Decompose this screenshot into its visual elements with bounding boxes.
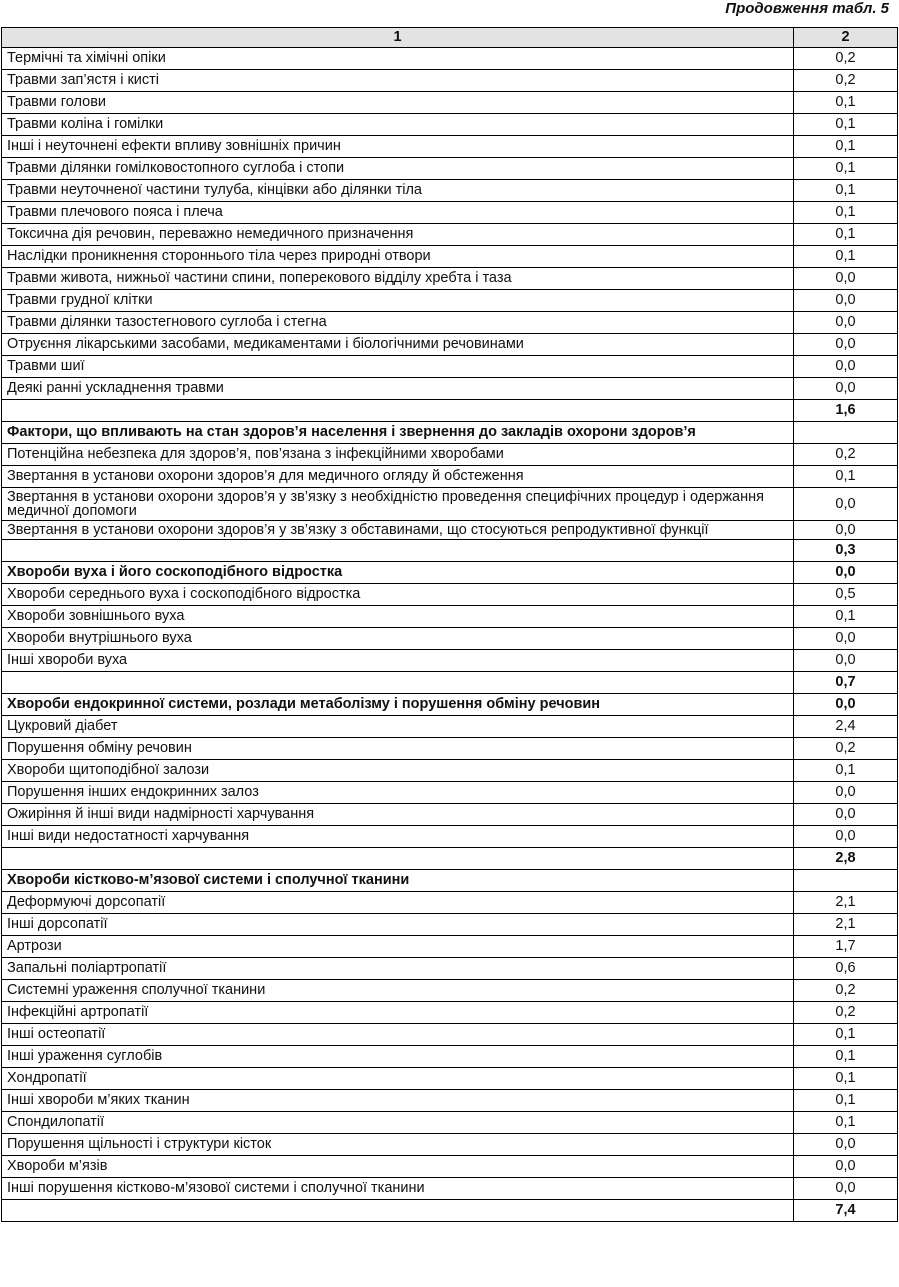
row-label: Травми голови (2, 92, 794, 114)
table-row (2, 114, 898, 136)
row-label: Цукровий діабет (2, 716, 794, 738)
group-header-row (2, 562, 898, 584)
row-label: Звертання в установи охорони здоров’я у зв’язку з обставинами, що стосуються репродуктивної функції (2, 521, 794, 540)
row-value: 0,2 (794, 444, 898, 466)
table-row (2, 180, 898, 202)
table-row (2, 290, 898, 312)
row-label (2, 848, 794, 870)
row-value: 0,1 (794, 1024, 898, 1046)
row-label (2, 400, 794, 422)
row-label: Хвороби ендокринної системи, розлади метаболізму і порушення обміну речовин (2, 694, 794, 716)
row-value: 0,0 (794, 521, 898, 540)
table-row (2, 70, 898, 92)
table-row (2, 1024, 898, 1046)
row-label: Хвороби кістково-м’язової системи і сполучної тканини (2, 870, 794, 892)
row-value: 0,1 (794, 114, 898, 136)
row-label: Хвороби середнього вуха і соскоподібного відростка (2, 584, 794, 606)
row-value: 0,3 (794, 540, 898, 562)
row-label: Потенційна небезпека для здоров’я, пов’язана з інфекційними хворобами (2, 444, 794, 466)
table-row (2, 158, 898, 180)
row-value: 0,2 (794, 980, 898, 1002)
table-row (2, 246, 898, 268)
header-col-2: 2 (794, 28, 898, 48)
subtotal-row (2, 400, 898, 422)
row-label: Травми неуточненої частини тулуба, кінцівки або ділянки тіла (2, 180, 794, 202)
row-label: Хондропатії (2, 1068, 794, 1090)
row-label: Звертання в установи охорони здоров’я у зв’язку з необхідністю проведення специфічних процедур і одержання медичної допомоги (2, 488, 794, 521)
group-header-row (2, 422, 898, 444)
table-row (2, 892, 898, 914)
row-value: 1,6 (794, 400, 898, 422)
row-label: Інші хвороби м’яких тканин (2, 1090, 794, 1112)
row-label: Термічні та хімічні опіки (2, 48, 794, 70)
header-col-1: 1 (2, 28, 794, 48)
table-row (2, 584, 898, 606)
row-value: 0,1 (794, 760, 898, 782)
row-label: Хвороби щитоподібної залози (2, 760, 794, 782)
row-value: 0,1 (794, 92, 898, 114)
row-value: 0,6 (794, 958, 898, 980)
table-row (2, 782, 898, 804)
row-label: Інші і неуточнені ефекти впливу зовнішніх причин (2, 136, 794, 158)
row-label: Порушення інших ендокринних залоз (2, 782, 794, 804)
table-row (2, 936, 898, 958)
row-value: 0,1 (794, 1112, 898, 1134)
table-row (2, 1112, 898, 1134)
table-row (2, 356, 898, 378)
row-value: 0,0 (794, 334, 898, 356)
table-row (2, 1090, 898, 1112)
table-row (2, 92, 898, 114)
table-row (2, 202, 898, 224)
row-value: 0,0 (794, 628, 898, 650)
row-value: 0,7 (794, 672, 898, 694)
row-value: 0,5 (794, 584, 898, 606)
table-row (2, 760, 898, 782)
table-row (2, 488, 898, 521)
row-label: Інші порушення кістково-м’язової системи і сполучної тканини (2, 1178, 794, 1200)
row-label: Травми зап’ястя і кисті (2, 70, 794, 92)
table-row (2, 48, 898, 70)
row-value: 0,1 (794, 158, 898, 180)
row-value: 0,1 (794, 1046, 898, 1068)
table-row (2, 606, 898, 628)
row-value: 2,1 (794, 914, 898, 936)
row-value: 0,2 (794, 738, 898, 760)
row-label: Наслідки проникнення стороннього тіла через природні отвори (2, 246, 794, 268)
table-row (2, 268, 898, 290)
row-label: Деякі ранні ускладнення травми (2, 378, 794, 400)
row-value: 0,1 (794, 202, 898, 224)
row-value: 0,0 (794, 378, 898, 400)
row-value: 0,0 (794, 782, 898, 804)
row-label: Інші дорсопатії (2, 914, 794, 936)
table-row (2, 224, 898, 246)
row-value: 0,2 (794, 70, 898, 92)
row-label: Інші остеопатії (2, 1024, 794, 1046)
row-value (794, 422, 898, 444)
row-label: Звертання в установи охорони здоров’я для медичного огляду й обстеження (2, 466, 794, 488)
row-label: Інші ураження суглобів (2, 1046, 794, 1068)
table-row (2, 1156, 898, 1178)
table-row (2, 1002, 898, 1024)
row-label: Фактори, що впливають на стан здоров’я населення і звернення до закладів охорони здоров’я (2, 422, 794, 444)
row-value: 0,2 (794, 48, 898, 70)
subtotal-row (2, 848, 898, 870)
table-row (2, 466, 898, 488)
row-label: Хвороби вуха і його соскоподібного відростка (2, 562, 794, 584)
data-table (1, 27, 898, 1222)
row-value: 0,0 (794, 312, 898, 334)
row-label: Інфекційні артропатії (2, 1002, 794, 1024)
table-row (2, 334, 898, 356)
row-value: 0,0 (794, 356, 898, 378)
table-row (2, 980, 898, 1002)
row-label: Травми шиї (2, 356, 794, 378)
row-label: Травми плечового пояса і плеча (2, 202, 794, 224)
table-row (2, 738, 898, 760)
row-value: 2,1 (794, 892, 898, 914)
row-value: 0,0 (794, 1156, 898, 1178)
row-value: 2,4 (794, 716, 898, 738)
table-row (2, 716, 898, 738)
table-row (2, 650, 898, 672)
table-caption: Продовження табл. 5 (725, 0, 889, 17)
row-label: Хвороби м’язів (2, 1156, 794, 1178)
row-label: Ожиріння й інші види надмірності харчування (2, 804, 794, 826)
row-value: 0,1 (794, 246, 898, 268)
table-row (2, 958, 898, 980)
row-label: Порушення щільності і структури кісток (2, 1134, 794, 1156)
row-value: 0,1 (794, 606, 898, 628)
row-value: 0,0 (794, 290, 898, 312)
row-label: Отруєння лікарськими засобами, медикаментами і біологічними речовинами (2, 334, 794, 356)
table-row (2, 378, 898, 400)
table-row (2, 804, 898, 826)
table-row (2, 136, 898, 158)
row-label: Хвороби внутрішнього вуха (2, 628, 794, 650)
row-value: 0,0 (794, 1178, 898, 1200)
table-row (2, 444, 898, 466)
table-row (2, 1134, 898, 1156)
row-label: Системні ураження сполучної тканини (2, 980, 794, 1002)
row-label: Інші хвороби вуха (2, 650, 794, 672)
row-value: 0,1 (794, 136, 898, 158)
row-value: 0,1 (794, 180, 898, 202)
row-label: Запальні поліартропатії (2, 958, 794, 980)
row-label: Травми ділянки тазостегнового суглоба і стегна (2, 312, 794, 334)
table-body (2, 48, 898, 1222)
subtotal-row (2, 1200, 898, 1222)
row-value: 0,0 (794, 562, 898, 584)
row-label (2, 1200, 794, 1222)
table-header-row (2, 28, 898, 48)
row-value: 0,0 (794, 268, 898, 290)
table-row (2, 914, 898, 936)
row-value: 0,1 (794, 1068, 898, 1090)
row-label: Травми ділянки гомілковостопного суглоба і стопи (2, 158, 794, 180)
row-value: 1,7 (794, 936, 898, 958)
subtotal-row (2, 540, 898, 562)
table-row (2, 521, 898, 540)
row-label: Артрози (2, 936, 794, 958)
row-value: 0,2 (794, 1002, 898, 1024)
table-row (2, 1068, 898, 1090)
table-row (2, 826, 898, 848)
row-value: 7,4 (794, 1200, 898, 1222)
row-label (2, 540, 794, 562)
row-value (794, 870, 898, 892)
group-header-row (2, 694, 898, 716)
row-value: 0,0 (794, 804, 898, 826)
table-row (2, 1178, 898, 1200)
row-value: 0,1 (794, 1090, 898, 1112)
row-label: Хвороби зовнішнього вуха (2, 606, 794, 628)
row-label: Спондилопатії (2, 1112, 794, 1134)
row-value: 2,8 (794, 848, 898, 870)
row-value: 0,0 (794, 650, 898, 672)
row-label: Травми живота, нижньої частини спини, поперекового відділу хребта і таза (2, 268, 794, 290)
table-row (2, 628, 898, 650)
row-label: Токсична дія речовин, переважно немедичного призначення (2, 224, 794, 246)
group-header-row (2, 870, 898, 892)
row-label: Травми коліна і гомілки (2, 114, 794, 136)
row-value: 0,0 (794, 694, 898, 716)
subtotal-row (2, 672, 898, 694)
row-label (2, 672, 794, 694)
row-label: Деформуючі дорсопатії (2, 892, 794, 914)
row-label: Інші види недостатності харчування (2, 826, 794, 848)
table-row (2, 312, 898, 334)
table-row (2, 1046, 898, 1068)
row-label: Травми грудної клітки (2, 290, 794, 312)
row-value: 0,1 (794, 224, 898, 246)
row-value: 0,0 (794, 1134, 898, 1156)
row-value: 0,0 (794, 826, 898, 848)
row-value: 0,1 (794, 466, 898, 488)
row-label: Порушення обміну речовин (2, 738, 794, 760)
row-value: 0,0 (794, 488, 898, 521)
